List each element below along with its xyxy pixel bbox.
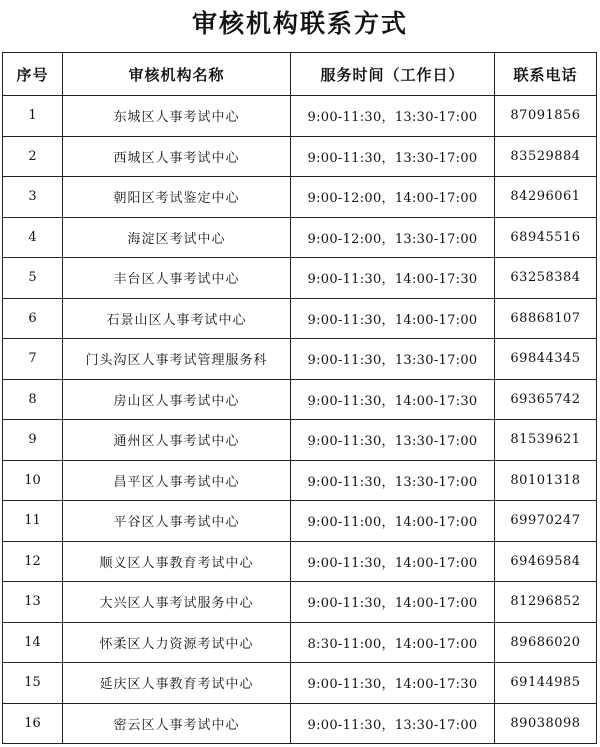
cell-name: 东城区人事考试中心: [63, 96, 291, 137]
table-row: [3, 136, 597, 177]
table-row: [3, 258, 597, 299]
cell-hours: 9:00-11:30，14:00-17:00: [291, 582, 495, 623]
cell-hours: 9:00-11:30，13:30-17:00: [291, 96, 495, 137]
cell-phone: 89038098: [495, 703, 597, 744]
cell-index: 14: [3, 622, 63, 663]
cell-phone: 68868107: [495, 298, 597, 339]
cell-phone: 84296061: [495, 177, 597, 218]
cell-name: 房山区人事考试中心: [63, 379, 291, 420]
cell-name: 西城区人事考试中心: [63, 136, 291, 177]
cell-hours: 9:00-11:30，14:00-17:00: [291, 541, 495, 582]
cell-hours: 9:00-11:30，14:00-17:00: [291, 298, 495, 339]
table-row: [3, 298, 597, 339]
cell-name: 石景山区人事考试中心: [63, 298, 291, 339]
cell-hours: 9:00-11:30，14:00-17:30: [291, 379, 495, 420]
table-row: [3, 217, 597, 258]
table-row: [3, 703, 597, 744]
cell-hours: 9:00-11:30，13:30-17:00: [291, 703, 495, 744]
cell-name: 延庆区人事教育考试中心: [63, 663, 291, 704]
cell-index: 8: [3, 379, 63, 420]
header-index: 序号: [3, 53, 63, 96]
cell-name: 海淀区考试中心: [63, 217, 291, 258]
cell-index: 7: [3, 339, 63, 380]
table-row: [3, 663, 597, 704]
cell-phone: 68945516: [495, 217, 597, 258]
cell-name: 昌平区人事考试中心: [63, 460, 291, 501]
table-row: [3, 501, 597, 542]
cell-phone: 83529884: [495, 136, 597, 177]
table-header-row: [3, 53, 597, 96]
cell-index: 2: [3, 136, 63, 177]
cell-name: 顺义区人事教育考试中心: [63, 541, 291, 582]
cell-index: 3: [3, 177, 63, 218]
table-row: [3, 541, 597, 582]
cell-phone: 89686020: [495, 622, 597, 663]
cell-hours: 9:00-11:30，14:00-17:30: [291, 663, 495, 704]
cell-index: 5: [3, 258, 63, 299]
cell-hours: 9:00-11:30，13:30-17:00: [291, 136, 495, 177]
cell-phone: 81539621: [495, 420, 597, 461]
table-row: [3, 96, 597, 137]
cell-index: 9: [3, 420, 63, 461]
table-row: [3, 420, 597, 461]
cell-index: 11: [3, 501, 63, 542]
table-row: [3, 460, 597, 501]
cell-index: 13: [3, 582, 63, 623]
cell-index: 1: [3, 96, 63, 137]
table-row: [3, 339, 597, 380]
cell-hours: 9:00-11:30，13:30-17:00: [291, 420, 495, 461]
cell-phone: 63258384: [495, 258, 597, 299]
page-title: 审核机构联系方式: [191, 9, 408, 38]
cell-name: 密云区人事考试中心: [63, 703, 291, 744]
table-row: [3, 177, 597, 218]
cell-hours: 9:00-12:00，13:30-17:00: [291, 217, 495, 258]
cell-name: 平谷区人事考试中心: [63, 501, 291, 542]
cell-phone: 69144985: [495, 663, 597, 704]
cell-name: 门头沟区人事考试管理服务科: [63, 339, 291, 380]
cell-index: 16: [3, 703, 63, 744]
cell-name: 大兴区人事考试服务中心: [63, 582, 291, 623]
header-hours: 服务时间（工作日）: [291, 53, 495, 96]
cell-hours: 9:00-11:30，13:30-17:00: [291, 460, 495, 501]
cell-phone: 87091856: [495, 96, 597, 137]
header-name: 审核机构名称: [63, 53, 291, 96]
table-row: [3, 379, 597, 420]
cell-index: 15: [3, 663, 63, 704]
cell-phone: 81296852: [495, 582, 597, 623]
cell-name: 丰台区人事考试中心: [63, 258, 291, 299]
cell-hours: 9:00-12:00，14:00-17:00: [291, 177, 495, 218]
cell-hours: 9:00-11:30，13:30-17:00: [291, 339, 495, 380]
cell-name: 怀柔区人力资源考试中心: [63, 622, 291, 663]
cell-hours: 8:30-11:00，14:00-17:00: [291, 622, 495, 663]
cell-hours: 9:00-11:00，14:00-17:00: [291, 501, 495, 542]
cell-phone: 69844345: [495, 339, 597, 380]
cell-phone: 69970247: [495, 501, 597, 542]
table-row: [3, 582, 597, 623]
table-body: [3, 96, 597, 744]
contact-table: [2, 52, 597, 744]
cell-name: 通州区人事考试中心: [63, 420, 291, 461]
cell-phone: 69365742: [495, 379, 597, 420]
header-phone: 联系电话: [495, 53, 597, 96]
cell-index: 6: [3, 298, 63, 339]
cell-phone: 80101318: [495, 460, 597, 501]
cell-index: 10: [3, 460, 63, 501]
table-row: [3, 622, 597, 663]
cell-hours: 9:00-11:30，14:00-17:30: [291, 258, 495, 299]
cell-index: 4: [3, 217, 63, 258]
cell-index: 12: [3, 541, 63, 582]
cell-phone: 69469584: [495, 541, 597, 582]
cell-name: 朝阳区考试鉴定中心: [63, 177, 291, 218]
